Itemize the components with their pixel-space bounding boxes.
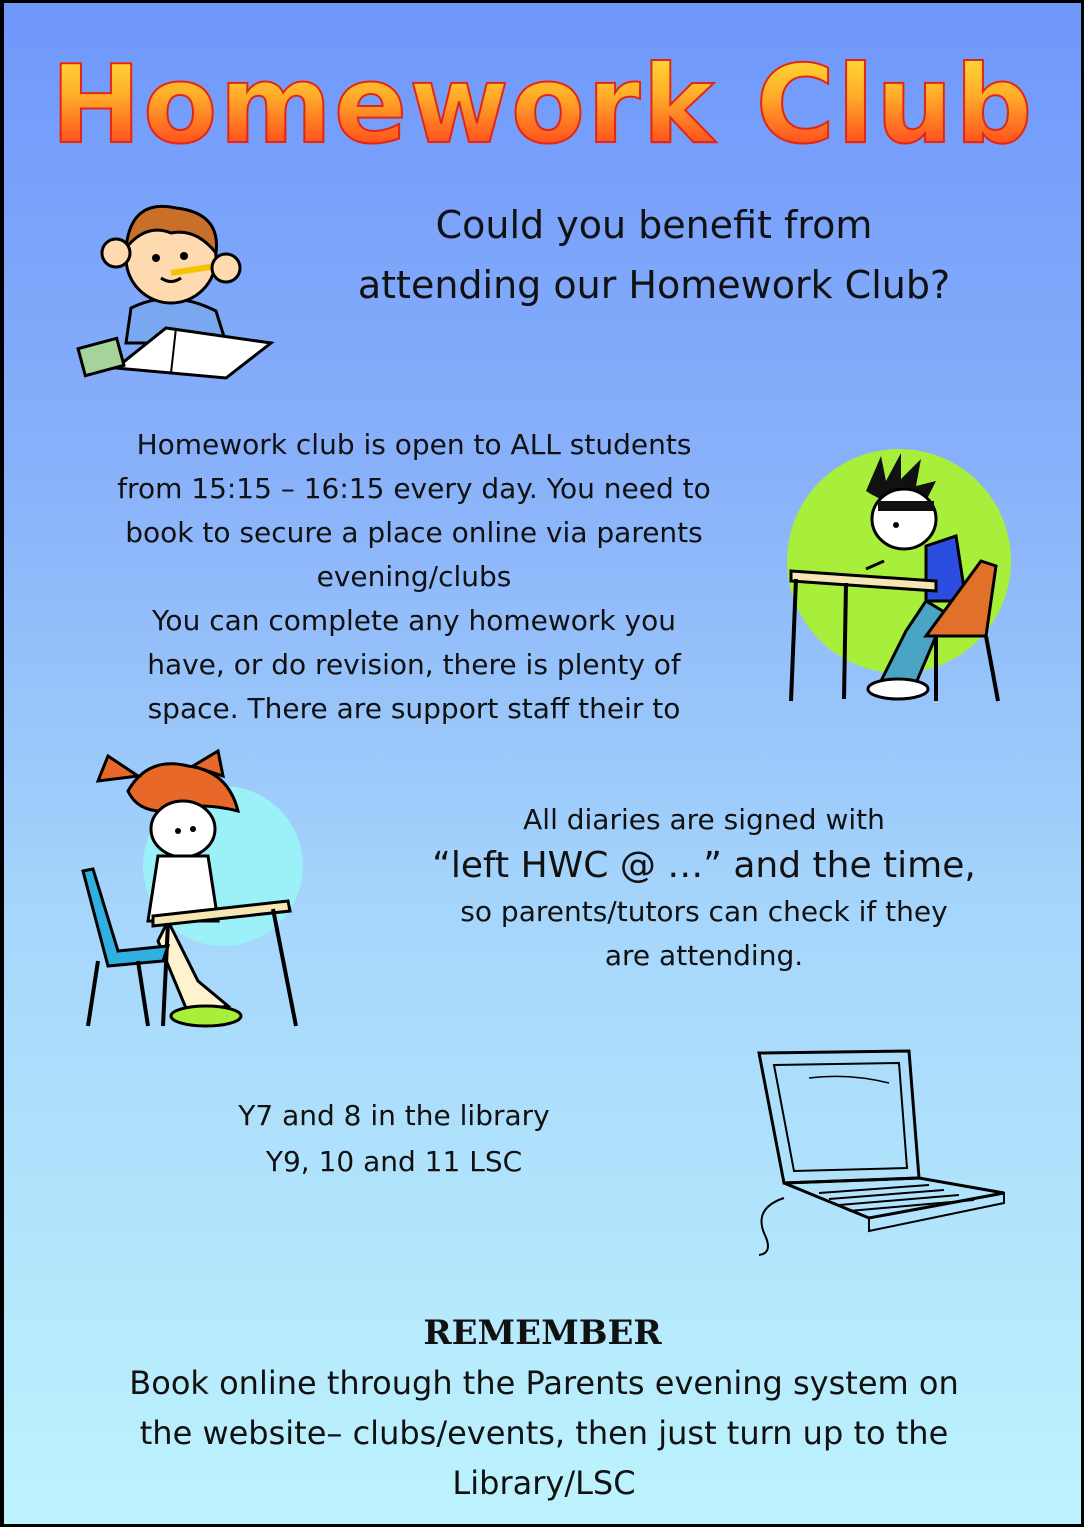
remember-heading: REMEMBER — [423, 1313, 662, 1353]
poster-title: Homework Club — [4, 41, 1081, 171]
intro-line-6: have, or do revision, there is plenty of — [147, 648, 681, 681]
remember-body — [74, 1358, 1014, 1508]
remember-line-2: the website– clubs/events, then just turn up to the — [139, 1414, 949, 1452]
intro-line-2: from 15:15 – 16:15 every day. You need to — [117, 472, 711, 505]
intro-line-4: evening/clubs — [316, 560, 512, 593]
remember-line-3: Library/LSC — [452, 1464, 636, 1502]
locations-line-1: Y7 and 8 in the library — [238, 1099, 550, 1132]
laptop-illustration — [749, 1043, 1014, 1258]
boy-at-desk-illustration — [786, 451, 1016, 711]
question-text — [274, 195, 1034, 315]
remember-line-1: Book online through the Parents evening system on — [129, 1364, 959, 1402]
diaries-paragraph — [384, 798, 1024, 978]
intro-line-3: book to secure a place online via parents — [125, 516, 703, 549]
diaries-line-4: are attending. — [604, 939, 804, 972]
locations-paragraph — [164, 1093, 624, 1185]
intro-line-5: You can complete any homework you — [152, 604, 676, 637]
diaries-line-1: All diaries are signed with — [523, 803, 885, 836]
diaries-line-3: so parents/tutors can check if they — [460, 895, 948, 928]
locations-line-2: Y9, 10 and 11 LSC — [265, 1145, 523, 1178]
poster — [4, 3, 1081, 1524]
question-line-2: attending our Homework Club? — [357, 263, 951, 307]
boy-thinking-illustration — [76, 193, 286, 383]
intro-paragraph — [64, 423, 764, 731]
girl-at-desk-illustration — [78, 751, 308, 1036]
question-line-1: Could you benefit from — [435, 203, 873, 247]
intro-line-1: Homework club is open to ALL students — [136, 428, 692, 461]
intro-line-7: space. There are support staff their to — [147, 692, 681, 725]
diaries-line-2: “left HWC @ …” and the time, — [432, 845, 976, 886]
